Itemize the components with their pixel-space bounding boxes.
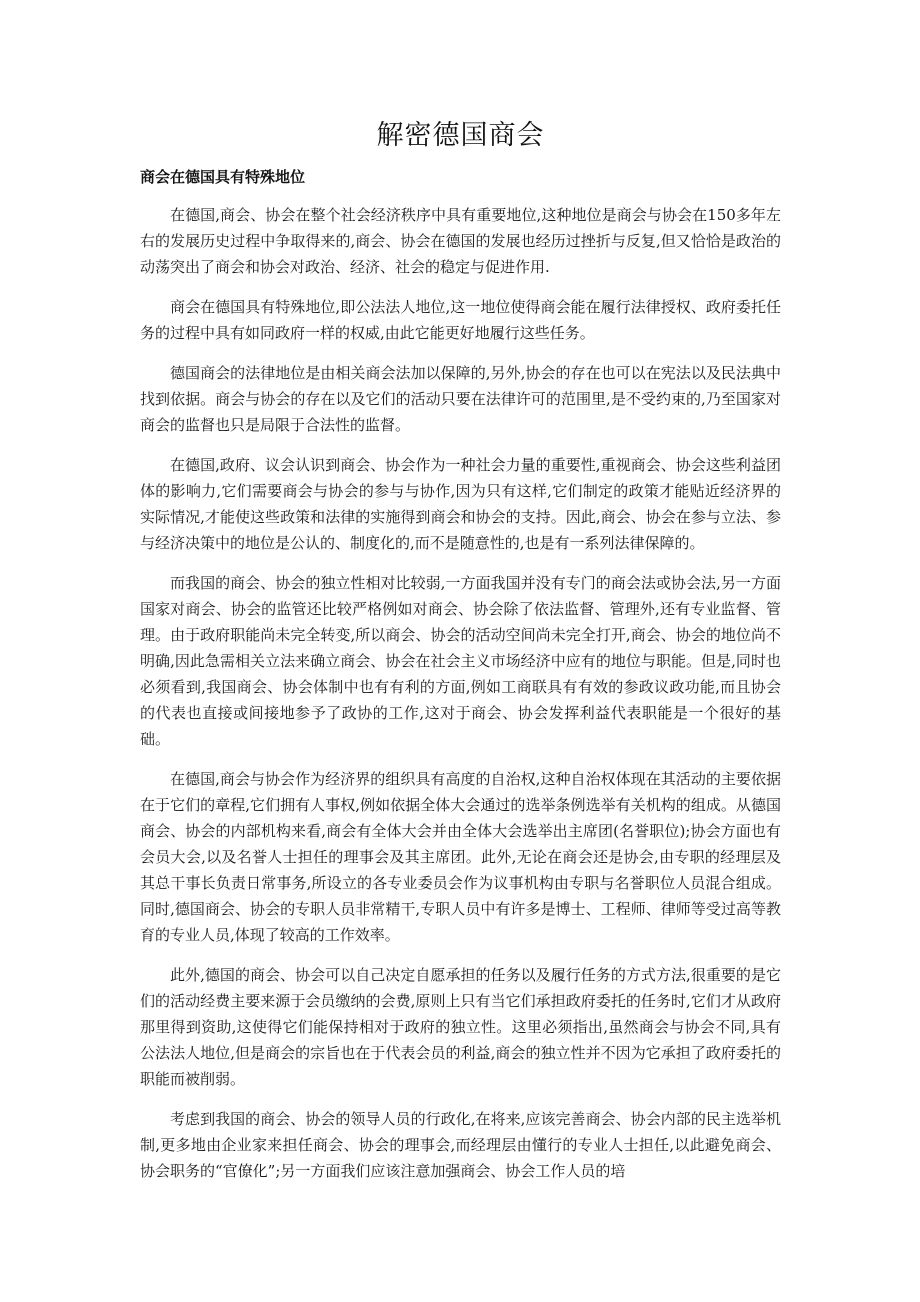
section-heading: 商会在德国具有特殊地位 bbox=[140, 168, 306, 186]
paragraph-8: 考虑到我国的商会、协会的领导人员的行政化,在将来,应该完善商会、协会内部的民主选举机制,更多地由企业家来担任商会、协会的理事会,而经理层由懂行的专业人士担任,以此避免商会、协会职务的“官僚化”;另一方面我们应该注意加强商会、协会工作人员的培 bbox=[140, 1110, 781, 1180]
paragraph-2: 商会在德国具有特殊地位,即公法法人地位,这一地位使得商会能在履行法律授权、政府委托任务的过程中具有如同政府一样的权威,由此它能更好地履行这些任务。 bbox=[140, 298, 781, 342]
document-title: 解密德国商会 bbox=[376, 120, 545, 151]
paragraph-7: 此外,德国的商会、协会可以自己决定自愿承担的任务以及履行任务的方式方法,很重要的是它们的活动经费主要来源于会员缴纳的会费,原则上只有当它们承担政府委托的任务时,它们才从政府那里得到资助,这使得它们能保持相对于政府的独立性。这里必须指出,虽然商会与协会不同,具有公法法人地位,但是商会的宗旨也在于代表会员的利益,商会的独立性并不因为它承担了政府委托的职能而被削弱。 bbox=[140, 966, 781, 1088]
paragraph-4: 在德国,政府、议会认识到商会、协会作为一种社会力量的重要性,重视商会、协会这些利益团体的影响力,它们需要商会与协会的参与与协作,因为只有这样,它们制定的政策才能贴近经济界的实际情况,才能使这些政策和法律的实施得到商会和协会的支持。因此,商会、协会在参与立法、参与经济决策中的地位是公认的、制度化的,而不是随意性的,也是有一系列法律保障的。 bbox=[140, 456, 781, 552]
document-page bbox=[140, 0, 781, 1184]
paragraph-5: 而我国的商会、协会的独立性相对比较弱,一方面我国并没有专门的商会法或协会法,另一方面国家对商会、协会的监管还比较严格例如对商会、协会除了依法监督、管理外,还有专业监督、管理。由于政府职能尚未完全转变,所以商会、协会的活动空间尚未完全打开,商会、协会的地位尚不明确,因此急需相关立法来确立商会、协会在社会主义市场经济中应有的地位与职能。但是,同时也必须看到,我国商会、协会体制中也有有利的方面,例如工商联具有有效的参政议政功能,而且协会的代表也直接或间接地参予了政协的工作,这对于商会、协会发挥利益代表职能是一个很好的基础。 bbox=[140, 574, 781, 748]
paragraph-6: 在德国,商会与协会作为经济界的组织具有高度的自治权,这种自治权体现在其活动的主要依据在于它们的章程,它们拥有人事权,例如依据全体大会通过的选举条例选举有关机构的组成。从德国商会、协会的内部机构来看,商会有全体大会并由全体大会选举出主席团(名誉职位);协会方面也有会员大会,以及名誉人士担任的理事会及其主席团。此外,无论在商会还是协会,由专职的经理层及其总干事长负责日常事务,所设立的各专业委员会作为议事机构由专职与名誉职位人员混合组成。同时,德国商会、协会的专职人员非常精干,专职人员中有许多是博士、工程师、律师等受过高等教育的专业人员,体现了较高的工作效率。 bbox=[140, 770, 781, 944]
paragraph-1: 在德国,商会、协会在整个社会经济秩序中具有重要地位,这种地位是商会与协会在150多年左右的发展历史过程中争取得来的,商会、协会在德国的发展也经历过挫折与反复,但又恰恰是政治的动荡突出了商会和协会对政治、经济、社会的稳定与促进作用. bbox=[140, 206, 781, 276]
paragraph-3: 德国商会的法律地位是由相关商会法加以保障的,另外,协会的存在也可以在宪法以及民法典中找到依据。商会与协会的存在以及它们的活动只要在法律许可的范围里,是不受约束的,乃至国家对商会的监督也只是局限于合法性的监督。 bbox=[140, 364, 781, 434]
